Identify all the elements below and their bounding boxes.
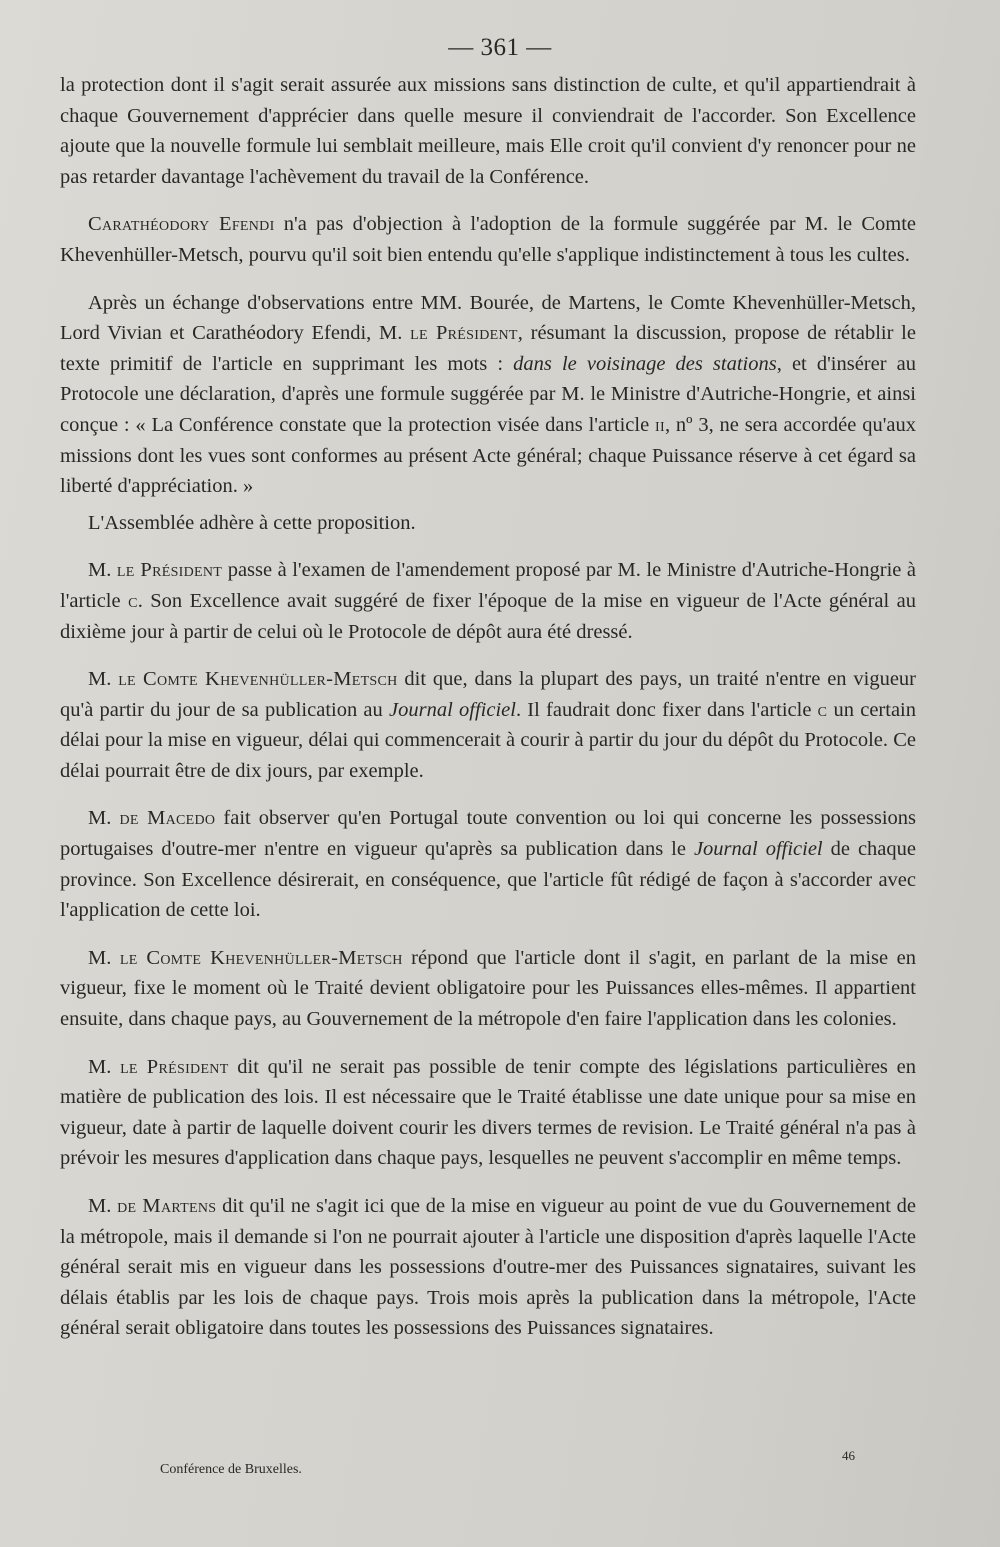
text-run: fait observer qu'en Portugal toute convention ou loi qui concerne les possessions portugaises d'outre-mer n'entre en vigueur qu'après sa publication dans le [60,807,917,861]
small-caps-name: le Comte Khevenhüller-Metsch [118,668,398,691]
small-caps-name: c [817,698,828,721]
small-caps-name: ii [655,413,665,436]
small-caps-name: de Macedo [119,807,216,830]
text-run: dit qu'il ne s'agit ici que de la mise en vigueur au point de vue du Gouvernement de la métropole, mais il demande si l'on ne pourrait ajouter à l'article une disposition d'après laquelle l'Acte général serait mis en vigueur dans les possessions d'outre-mer des Puissances signataires, suivant les délais établis par les lois de chaque pays. Trois mois après la publication dans la métropole, l'Acte général serait obligatoire dans toutes les possessions des Puissances signataires. [60,1195,916,1340]
paragraph [60,943,916,1035]
paragraph [60,803,916,925]
signature-mark: 46 [842,1448,855,1463]
small-caps-name: c [128,589,138,612]
body-text [60,70,916,1361]
text-run: M. [88,807,120,830]
small-caps-name: le Président [120,1055,229,1078]
paragraph [60,288,916,502]
text-run: de chaque province. Son Excellence désirerait, en conséquence, que l'article fût rédigé de façon à s'accorder avec l'application de cette loi. [60,838,916,922]
text-run: L'Assemblée adhère à cette proposition. [88,511,416,534]
paragraph [60,70,916,192]
text-run: , nº 3, ne sera accordée qu'aux missions dont les vues sont conformes au présent Acte général; chaque Puissance réserve à cet égard sa liberté d'appréciation. » [60,413,916,498]
paragraph [60,209,916,270]
text-run: M. [88,946,120,969]
small-caps-name: le Président [116,559,223,582]
paragraph [60,555,916,647]
text-run: M. [88,1195,118,1217]
italic-text: Journal officiel [693,838,823,861]
text-run: n'a pas d'objection à l'adoption de la formule suggérée par M. le Comte Khevenhüller-Metsch, pourvu qu'il soit bien entendu qu'elle s'applique indistinctement à tous les cultes. [60,213,917,266]
paragraph [60,508,916,539]
text-run: , et d'insérer au Protocole une déclaration, d'après une formule suggérée par M. le Ministre d'Autriche-Hongrie, et ainsi conçue : « La Conférence constate que la protection visée dans l'article [60,352,916,436]
running-footer: Conférence de Bruxelles. [160,1462,302,1477]
text-run: la protection dont il s'agit serait assurée aux missions sans distinction de culte, et qu'il appartiendrait à chaque Gouvernement d'apprécier dans quelle mesure il conviendrait de l'accorder. Son Excellence ajoute que la nouvelle formule lui semblait meilleure, mais Elle croit qu'il convient d'y renoncer pour ne pas retarder davantage l'achèvement du travail de la Conférence. [60,74,916,188]
page-number: — 361 — [448,34,552,61]
small-caps-name: le Président [410,322,518,345]
text-run: dit que, dans la plupart des pays, un traité n'entre en vigueur qu'à partir du jour de sa publication au [60,668,917,721]
text-run: , résumant la discussion, propose de rétablir le texte primitif de l'article en supprimant les mots : [60,322,916,375]
text-run: M. [88,1055,121,1078]
text-run: M. [88,559,117,582]
text-run: M. [88,668,119,691]
italic-text: dans le voisinage des stations [513,352,777,375]
paragraph [60,664,916,786]
small-caps-name: le Comte Khevenhüller-Metsch [119,946,403,969]
small-caps-name: de Martens [117,1195,217,1217]
text-run: répond que l'article dont il s'agit, en parlant de la mise en vigueur, fixe le moment où le Traité devient obligatoire pour les Puissances elles-mêmes. Il appartient ensuite, dans chaque pays, au Gouvernement de la métropole d'en faire l'application dans les colonies. [60,946,916,1031]
text-run: . Il faudrait donc fixer dans l'article [515,698,818,721]
text-run: passe à l'examen de l'amendement proposé par M. le Ministre d'Autriche-Hongrie à l'article [60,559,916,612]
text-run: . Son Excellence avait suggéré de fixer l'époque de la mise en vigueur de l'Acte général au dixième jour à partir de celui où le Protocole de dépôt aura été dressé. [60,589,917,643]
text-run: un certain délai pour la mise en vigueur, délai qui commencerait à courir à partir du jour du dépôt du Protocole. Ce délai pourrait être de dix jours, par exemple. [60,698,916,782]
paragraph [60,1191,916,1344]
paragraph [60,1052,916,1174]
text-run: Après un échange d'observations entre MM. Bourée, de Martens, le Comte Khevenhüller-Metsch, Lord Vivian et Carathéodory Efendi, M. [60,291,916,345]
text-run: dit qu'il ne serait pas possible de tenir compte des législations particulières en matière de publication des lois. Il est nécessaire que le Traité établisse une date unique pour sa mise en vigueur, date à partir de laquelle doivent courir les divers termes de revision. Le Traité général n'a pas à prévoir les mesures d'application dans chaque pays, lesquelles ne peuvent s'accomplir en même temps. [60,1055,916,1170]
italic-text: Journal officiel [389,698,516,721]
small-caps-name: Carathéodory Efendi [88,213,275,236]
